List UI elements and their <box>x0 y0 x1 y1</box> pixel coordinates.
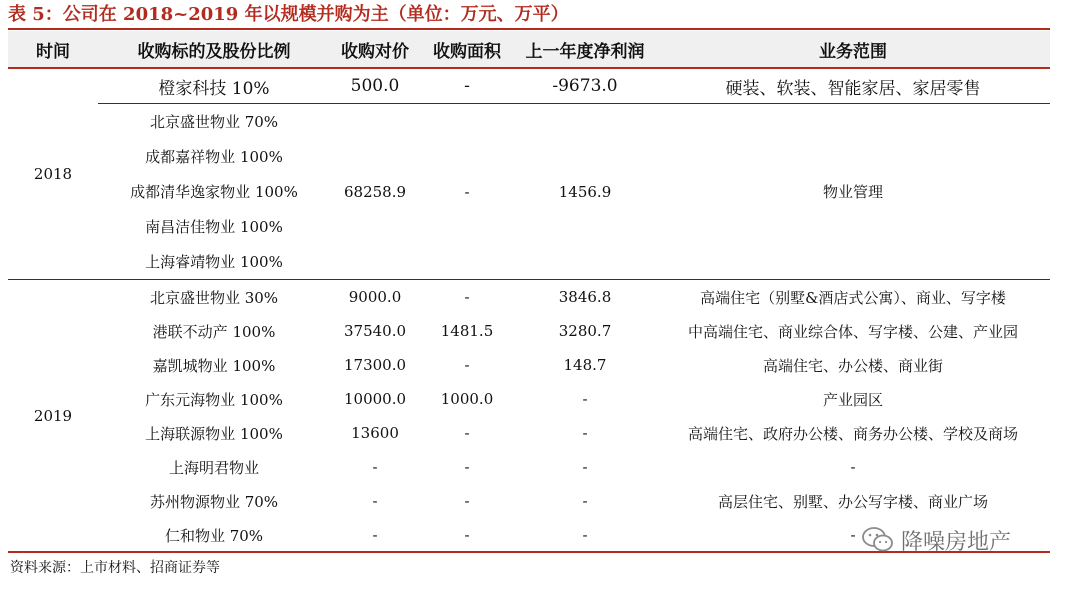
scope-cell: 物业管理 <box>656 104 1050 280</box>
price-cell: 500.0 <box>330 68 420 104</box>
table-row <box>8 314 1050 348</box>
scope-cell: - <box>850 526 856 544</box>
target-cell: 橙家科技 10% <box>98 68 330 104</box>
scope-cell: 高端住宅、政府办公楼、商务办公楼、学校及商场 <box>687 424 1018 443</box>
scope-cell: - <box>850 458 856 476</box>
profit-cell: 1456.9 <box>514 104 656 280</box>
table-row <box>8 382 1050 416</box>
header-target: 收购标的及股份比例 <box>98 31 330 68</box>
header-scope: 业务范围 <box>656 31 1050 68</box>
target-cell: 苏州物源物业 70% <box>149 492 279 511</box>
header-time: 时间 <box>8 31 98 68</box>
target-cell: 上海联源物业 100% <box>145 424 283 443</box>
header-area: 收购面积 <box>420 31 514 68</box>
table-row <box>8 104 1050 140</box>
table-title: 表 5：公司在 2018~2019 年以规模并购为主（单位：万元、万平） <box>8 4 569 25</box>
target-cell: 成都清华逸家物业 100% <box>130 183 298 201</box>
area-cell: - <box>464 356 470 374</box>
target-cell: 北京盛世物业 30% <box>149 288 279 307</box>
header-profit: 上一年度净利润 <box>514 31 656 68</box>
scope-cell: 硬装、软装、智能家居、家居零售 <box>656 68 1050 104</box>
price-cell: - <box>372 492 378 510</box>
table-row <box>8 484 1050 518</box>
acquisition-table <box>8 31 1050 552</box>
target-cell: 港联不动产 100% <box>152 322 276 341</box>
watermark-text: 降噪房地产 <box>901 529 1012 555</box>
area-cell: - <box>464 424 470 442</box>
watermark <box>861 525 1011 555</box>
table-row <box>8 68 1050 104</box>
target-cell: 上海睿靖物业 100% <box>98 244 330 280</box>
area-cell: - <box>420 104 514 280</box>
area-cell: - <box>464 288 470 306</box>
price-cell: 9000.0 <box>348 288 402 306</box>
profit-cell: - <box>582 458 588 476</box>
year-cell: 2019 <box>33 407 73 425</box>
price-cell: 13600 <box>351 424 399 442</box>
table-row <box>8 280 1050 315</box>
price-cell: - <box>372 526 378 544</box>
area-cell: - <box>464 526 470 544</box>
target-cell: 仁和物业 70% <box>164 526 264 545</box>
profit-cell: - <box>582 526 588 544</box>
area-cell: - <box>464 458 470 476</box>
price-cell: 10000.0 <box>343 390 407 408</box>
profit-cell: 3280.7 <box>558 322 612 340</box>
price-cell: 17300.0 <box>343 356 407 374</box>
target-cell: 嘉凯城物业 100% <box>152 356 276 375</box>
header-price: 收购对价 <box>330 31 420 68</box>
scope-cell: 高端住宅、办公楼、商业街 <box>762 356 943 375</box>
table-row <box>8 450 1050 484</box>
title-rule <box>8 28 1050 30</box>
price-cell: - <box>372 458 378 476</box>
scope-cell: 中高端住宅、商业综合体、写字楼、公建、产业园 <box>687 322 1018 341</box>
table-row <box>8 416 1050 450</box>
area-cell: - <box>464 492 470 510</box>
area-cell: 1000.0 <box>440 390 494 408</box>
profit-cell: - <box>582 492 588 510</box>
profit-cell: - <box>582 424 588 442</box>
profit-cell: - <box>582 390 588 408</box>
source-note: 资料来源：上市材料、招商证券等 <box>10 560 220 576</box>
price-cell: 37540.0 <box>343 322 407 340</box>
table-row <box>8 348 1050 382</box>
target-cell: 成都嘉祥物业 100% <box>145 148 283 166</box>
price-cell: 68258.9 <box>330 104 420 280</box>
scope-cell: 高端住宅（别墅&酒店式公寓）、商业、写字楼 <box>700 288 1006 307</box>
target-cell: 南昌洁佳物业 100% <box>145 218 283 236</box>
profit-cell: 3846.8 <box>558 288 612 306</box>
profit-cell: -9673.0 <box>514 68 656 104</box>
target-cell: 广东元海物业 100% <box>145 390 283 409</box>
wechat-icon <box>861 526 895 554</box>
profit-cell: 148.7 <box>563 356 607 374</box>
year-cell: 2018 <box>8 68 98 280</box>
scope-cell: 产业园区 <box>822 390 883 409</box>
target-cell: 北京盛世物业 70% <box>149 113 279 131</box>
area-cell: 1481.5 <box>440 322 494 340</box>
scope-cell: 高层住宅、别墅、办公写字楼、商业广场 <box>717 492 988 511</box>
area-cell: - <box>420 68 514 104</box>
header-row <box>8 31 1050 68</box>
target-cell: 上海明君物业 <box>168 458 259 477</box>
